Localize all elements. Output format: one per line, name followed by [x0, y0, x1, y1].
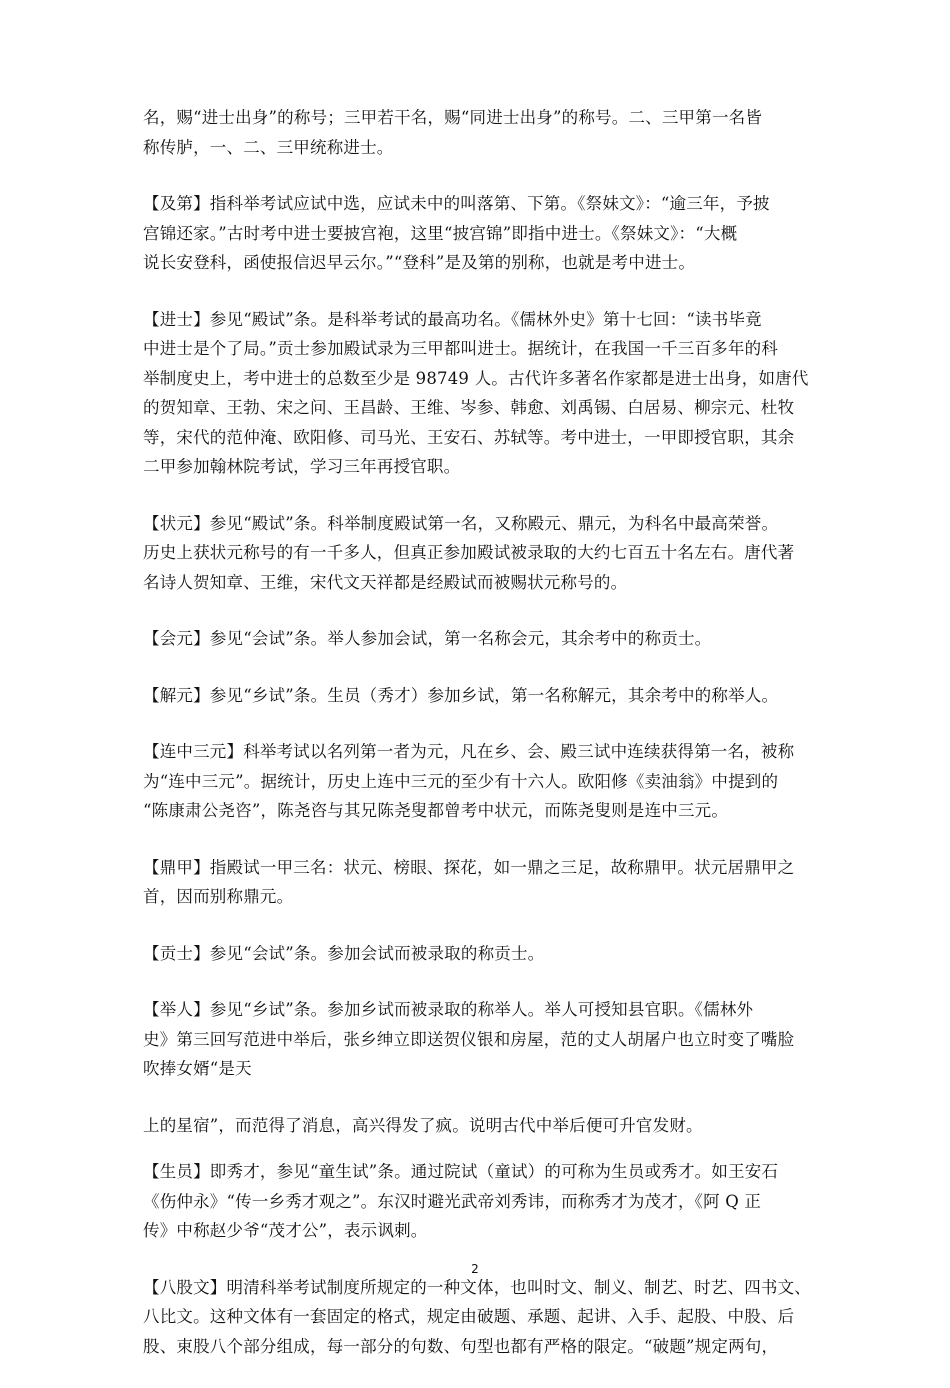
- paragraph-baguwen: 【八股文】明清科举考试制度所规定的一种文体，也叫时文、制义、制艺、时艺、四书文、 八比文。这种文体有一套固定的格式，规定由破题、承题、起讲、入手、起股、中股、后 股、束股八个部分组成，每一部分的句数、句型也都有严格的限定。“破题”规定两句，: [143, 1277, 811, 1356]
- paragraph-zhuangyuan: 【状元】参见“殿试”条。科举制度殿试第一名，又称殿元、鼎元，为科名中最高荣誉。 历史上获状元称号的有一千多人，但真正参加殿试被录取的大约七百五十名左右。唐代著 名诗人贺知章、王维，宋代文天祥都是经殿试而被赐状元称号的。: [143, 513, 795, 592]
- paragraph-juren: 【举人】参见“乡试”条。参加乡试而被录取的称举人。举人可授知县官职。《儒林外 史》第三回写范进中举后，张乡绅立即送贺仪银和房屋，范的丈人胡屠户也立时变了嘴脸 吹捧女婿“是天: [143, 1000, 795, 1078]
- paragraph-juren-continued: 上的星宿”，而范得了消息，高兴得发了疯。说明古代中举后便可升官发财。: [143, 1115, 703, 1135]
- document-body: [143, 103, 823, 1388]
- paragraph-jieyuan: 【解元】参见“乡试”条。生员（秀才）参加乡试，第一名称解元，其余考中的称举人。: [143, 685, 779, 705]
- paragraph-huiyuan: 【会元】参见“会试”条。举人参加会试，第一名称会元，其余考中的称贡士。: [143, 629, 712, 648]
- paragraph-jinshi: 【进士】参见“殿试”条。是科举考试的最高功名。《儒林外史》第十七回：“读书毕竟 中进士是个了局。”贡士参加殿试录为三甲都叫进士。据统计，在我国一千三百多年的科 举制度史上，考中进士的总数至少是 98749 人。古代许多著名作家都是进士出身，如唐代 的贺知章、王勃、宋之问、王昌龄、王维、岑参、韩愈、刘禹锡、白居易、柳宗元、杜牧 等，宋代的范仲淹、欧阳修、司马光、王安石、苏轼等。考中进士，一甲即授官职，其余 二甲参加翰林院考试，学习三年再授官职。: [143, 309, 809, 476]
- page-number: 2: [471, 1262, 479, 1276]
- paragraph-dingjia: 【鼎甲】指殿试一甲三名：状元、榜眼、探花，如一鼎之三足，故称鼎甲。状元居鼎甲之 首，因而别称鼎元。: [143, 857, 795, 906]
- paragraph-gongshi: 【贡士】参见“会试”条。参加会试而被录取的称贡士。: [143, 943, 545, 963]
- paragraph-jinshi-ranks: 名，赐“进士出身”的称号；三甲若干名，赐“同进士出身”的称号。二、三甲第一名皆 称传胪，一、二、三甲统称进士。: [143, 108, 763, 157]
- paragraph-lianzhong-sanyuan: 【连中三元】科举考试以名列第一者为元，凡在乡、会、殿三试中连续获得第一名，被称 为“连中三元”。据统计，历史上连中三元的至少有十六人。欧阳修《卖油翁》中提到的 “陈康肃公尧咨”，陈尧咨与其兄陈尧叟都曾考中状元，而陈尧叟则是连中三元。: [143, 742, 795, 820]
- paragraph-shengyuan: 【生员】即秀才，参见“童生试”条。通过院试（童试）的可称为生员或秀才。如王安石 《伤仲永》“传一乡秀才观之”。东汉时避光武帝刘秀讳，而称秀才为茂才，《阿 Q 正 传》中称赵少爷“茂才公”，表示讽刺。: [143, 1162, 779, 1240]
- paragraph-jidi: 【及第】指科举考试应试中选，应试未中的叫落第、下第。《祭妹文》：“逾三年，予披 宫锦还家。”古时考中进士要披宫袍，这里“披宫锦”即指中进士。《祭妹文》：“大概 说长安登科，函使报信迟早云尔。”“登科”是及第的别称，也就是考中进士。: [143, 194, 770, 272]
